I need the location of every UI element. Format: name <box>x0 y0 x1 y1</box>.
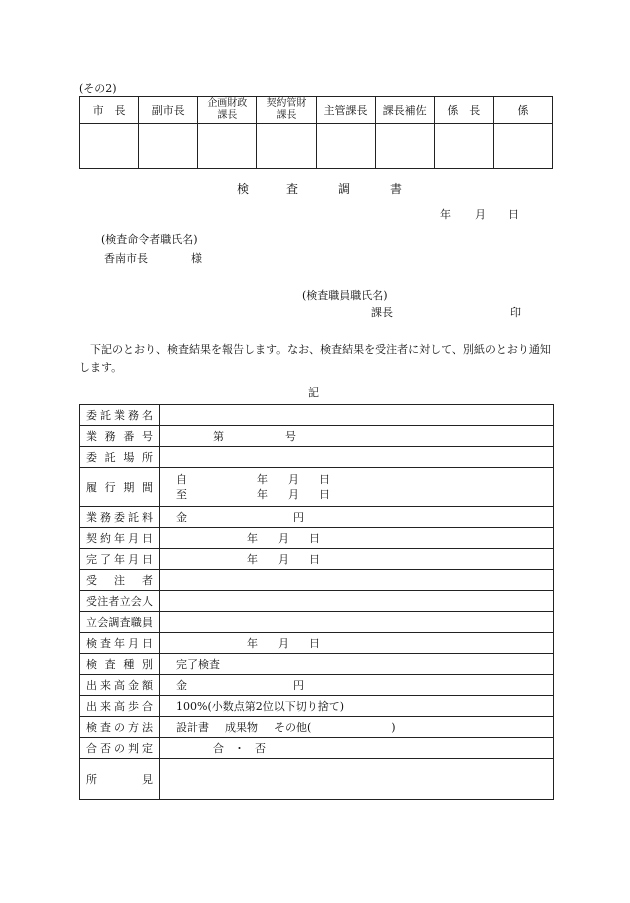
date-year: 年 <box>247 637 258 650</box>
intro-paragraph: 下記のとおり、検査結果を報告します。なお、検査結果を受注者に対して、別紙のとおり通知します。 <box>79 343 551 374</box>
row-label: 契 約 年 月 日 <box>86 532 153 545</box>
inspector-role-note: (検査職員職氏名) <box>302 289 388 302</box>
table-row <box>80 675 554 696</box>
row-label: 検 査 の 方 法 <box>86 721 153 734</box>
date-month: 月 <box>278 637 289 650</box>
approval-header-label: 主管課長 <box>323 104 368 117</box>
approval-header-cell <box>375 97 434 124</box>
period-year: 年 <box>257 488 268 501</box>
fee-field[interactable] <box>160 507 554 528</box>
method-option-other[interactable]: その他( <box>274 721 312 734</box>
date-year: 年 <box>440 208 451 221</box>
stamp-box[interactable] <box>375 124 434 169</box>
table-row <box>80 633 554 654</box>
completed-amount-field[interactable] <box>160 675 554 696</box>
row-label: 業 務 番 号 <box>86 430 153 443</box>
row-label: 検 査 種 別 <box>86 658 153 671</box>
number-prefix: 第 <box>213 430 224 443</box>
approval-header-label: 係 <box>517 104 529 117</box>
addressee-honorific: 様 <box>191 252 202 265</box>
period-field[interactable] <box>160 468 554 507</box>
stamp-box[interactable] <box>493 124 552 169</box>
date-day: 日 <box>309 637 320 650</box>
table-row <box>80 717 554 738</box>
row-label: 所 見 <box>86 773 153 786</box>
row-label-cell <box>80 528 160 549</box>
row-label-cell <box>80 468 160 507</box>
table-row <box>80 654 554 675</box>
inspector-title: 課長 <box>371 306 393 319</box>
period-to-mark: 至 <box>176 488 187 501</box>
row-label-cell <box>80 612 160 633</box>
date-month: 月 <box>278 532 289 545</box>
approval-header-label: 課長補佐 <box>382 104 427 117</box>
date-day: 日 <box>309 553 320 566</box>
approval-header-cell <box>493 97 552 124</box>
addressee-name: 香南市長 <box>104 252 148 265</box>
table-row <box>80 591 554 612</box>
period-month: 月 <box>288 473 299 486</box>
row-label-cell <box>80 738 160 759</box>
approval-header-label: 課長 <box>217 110 238 121</box>
stamp-box[interactable] <box>434 124 493 169</box>
inspection-type-field[interactable] <box>160 654 554 675</box>
row-label-cell <box>80 759 160 800</box>
date-month: 月 <box>475 208 486 221</box>
inspection-type-value: 完了検査 <box>176 658 220 671</box>
judgment-field[interactable] <box>160 738 554 759</box>
approval-header-label: 課長 <box>276 110 297 121</box>
row-label-cell <box>80 696 160 717</box>
date-day: 日 <box>508 208 519 221</box>
approval-header-label: 企画財政 <box>207 98 248 109</box>
approval-header-label: 市 長 <box>92 104 126 117</box>
row-label: 検 査 年 月 日 <box>86 637 153 650</box>
row-label-cell <box>80 570 160 591</box>
method-field[interactable] <box>160 717 554 738</box>
table-row <box>80 468 554 507</box>
table-row <box>80 405 554 426</box>
row-label: 委 託 業 務 名 <box>86 409 153 422</box>
row-label: 出 来 高 金 額 <box>86 679 153 692</box>
row-label: 完 了 年 月 日 <box>86 553 153 566</box>
document-title <box>237 180 402 197</box>
row-label: 出 来 高 歩 合 <box>86 700 153 713</box>
business-number-field[interactable] <box>160 426 554 447</box>
title-char: 調 <box>338 182 351 196</box>
approval-stamp-table <box>79 96 553 169</box>
approval-header-cell <box>198 97 257 124</box>
approval-header-cell <box>80 97 139 124</box>
report-date <box>440 206 519 222</box>
row-label: 委 託 場 所 <box>86 451 153 464</box>
findings-field[interactable] <box>160 759 554 800</box>
table-row <box>80 696 554 717</box>
inspection-details-table <box>79 404 554 800</box>
date-year: 年 <box>247 532 258 545</box>
form-number: (その2) <box>79 82 117 95</box>
approval-header-cell <box>316 97 375 124</box>
contractor-witness-field[interactable] <box>160 591 554 612</box>
approval-header-cell <box>139 97 198 124</box>
period-day: 日 <box>319 488 330 501</box>
row-label-cell <box>80 549 160 570</box>
row-label-cell <box>80 507 160 528</box>
stamp-box[interactable] <box>257 124 316 169</box>
completion-rate-value: 100%(小数点第2位以下切り捨て) <box>176 700 345 713</box>
row-label-cell <box>80 633 160 654</box>
period-month: 月 <box>288 488 299 501</box>
date-month: 月 <box>278 553 289 566</box>
fee-prefix: 金 <box>176 511 187 524</box>
stamp-box[interactable] <box>316 124 375 169</box>
judgment-pass[interactable]: 合 <box>213 742 224 755</box>
approval-header-label: 係 長 <box>447 104 481 117</box>
method-option-design[interactable]: 設計書 <box>176 721 209 734</box>
table-row <box>80 507 554 528</box>
method-other-close: ) <box>391 721 396 734</box>
title-char: 書 <box>390 182 403 196</box>
title-char: 検 <box>237 182 250 196</box>
location-field[interactable] <box>160 447 554 468</box>
stamp-box[interactable] <box>198 124 257 169</box>
row-label: 業 務 委 託 料 <box>86 511 153 524</box>
period-to-line <box>176 487 553 502</box>
stamp-box[interactable] <box>80 124 139 169</box>
table-row <box>80 612 554 633</box>
date-year: 年 <box>247 553 258 566</box>
judgment-separator: ・ <box>234 742 245 755</box>
period-day: 日 <box>319 473 330 486</box>
contract-date-field[interactable] <box>160 528 554 549</box>
row-label: 受 注 者 <box>86 574 153 587</box>
row-label-cell <box>80 654 160 675</box>
row-label-cell <box>80 717 160 738</box>
seal-mark: 印 <box>510 306 521 319</box>
period-from-line <box>176 472 553 487</box>
table-row <box>80 570 554 591</box>
completion-date-field[interactable] <box>160 549 554 570</box>
approval-header-label: 副市長 <box>151 104 185 117</box>
number-suffix: 号 <box>285 430 296 443</box>
contractor-field[interactable] <box>160 570 554 591</box>
table-row <box>80 528 554 549</box>
period-from-mark: 自 <box>176 473 187 486</box>
table-row <box>80 549 554 570</box>
fee-suffix: 円 <box>293 511 304 524</box>
title-char: 査 <box>286 182 299 196</box>
row-label-cell <box>80 591 160 612</box>
table-row <box>80 759 554 800</box>
row-label: 履 行 期 間 <box>86 481 153 494</box>
period-year: 年 <box>257 473 268 486</box>
addressee-role-note: (検査命令者職氏名) <box>101 233 198 246</box>
approval-header-cell <box>257 97 316 124</box>
row-label-cell <box>80 405 160 426</box>
method-option-deliverable[interactable]: 成果物 <box>225 721 258 734</box>
inspection-date-field[interactable] <box>160 633 554 654</box>
ki-heading: 記 <box>308 386 319 399</box>
approval-header-label: 契約管財 <box>266 98 307 109</box>
row-label: 受 注 者 立 会 人 <box>86 595 153 608</box>
row-label: 合 否 の 判 定 <box>86 742 153 755</box>
approval-header-cell <box>434 97 493 124</box>
judgment-fail[interactable]: 否 <box>255 742 266 755</box>
table-row <box>80 426 554 447</box>
row-label-cell <box>80 426 160 447</box>
stamp-box[interactable] <box>139 124 198 169</box>
row-label-cell <box>80 447 160 468</box>
table-row <box>80 447 554 468</box>
row-label-cell <box>80 675 160 696</box>
amount-prefix: 金 <box>176 679 187 692</box>
row-label: 立 会 調 査 職 員 <box>86 616 153 629</box>
table-row <box>80 738 554 759</box>
business-name-field[interactable] <box>160 405 554 426</box>
completion-rate-field[interactable] <box>160 696 554 717</box>
addressee-line <box>104 250 202 266</box>
amount-suffix: 円 <box>293 679 304 692</box>
date-day: 日 <box>309 532 320 545</box>
witness-inspector-field[interactable] <box>160 612 554 633</box>
